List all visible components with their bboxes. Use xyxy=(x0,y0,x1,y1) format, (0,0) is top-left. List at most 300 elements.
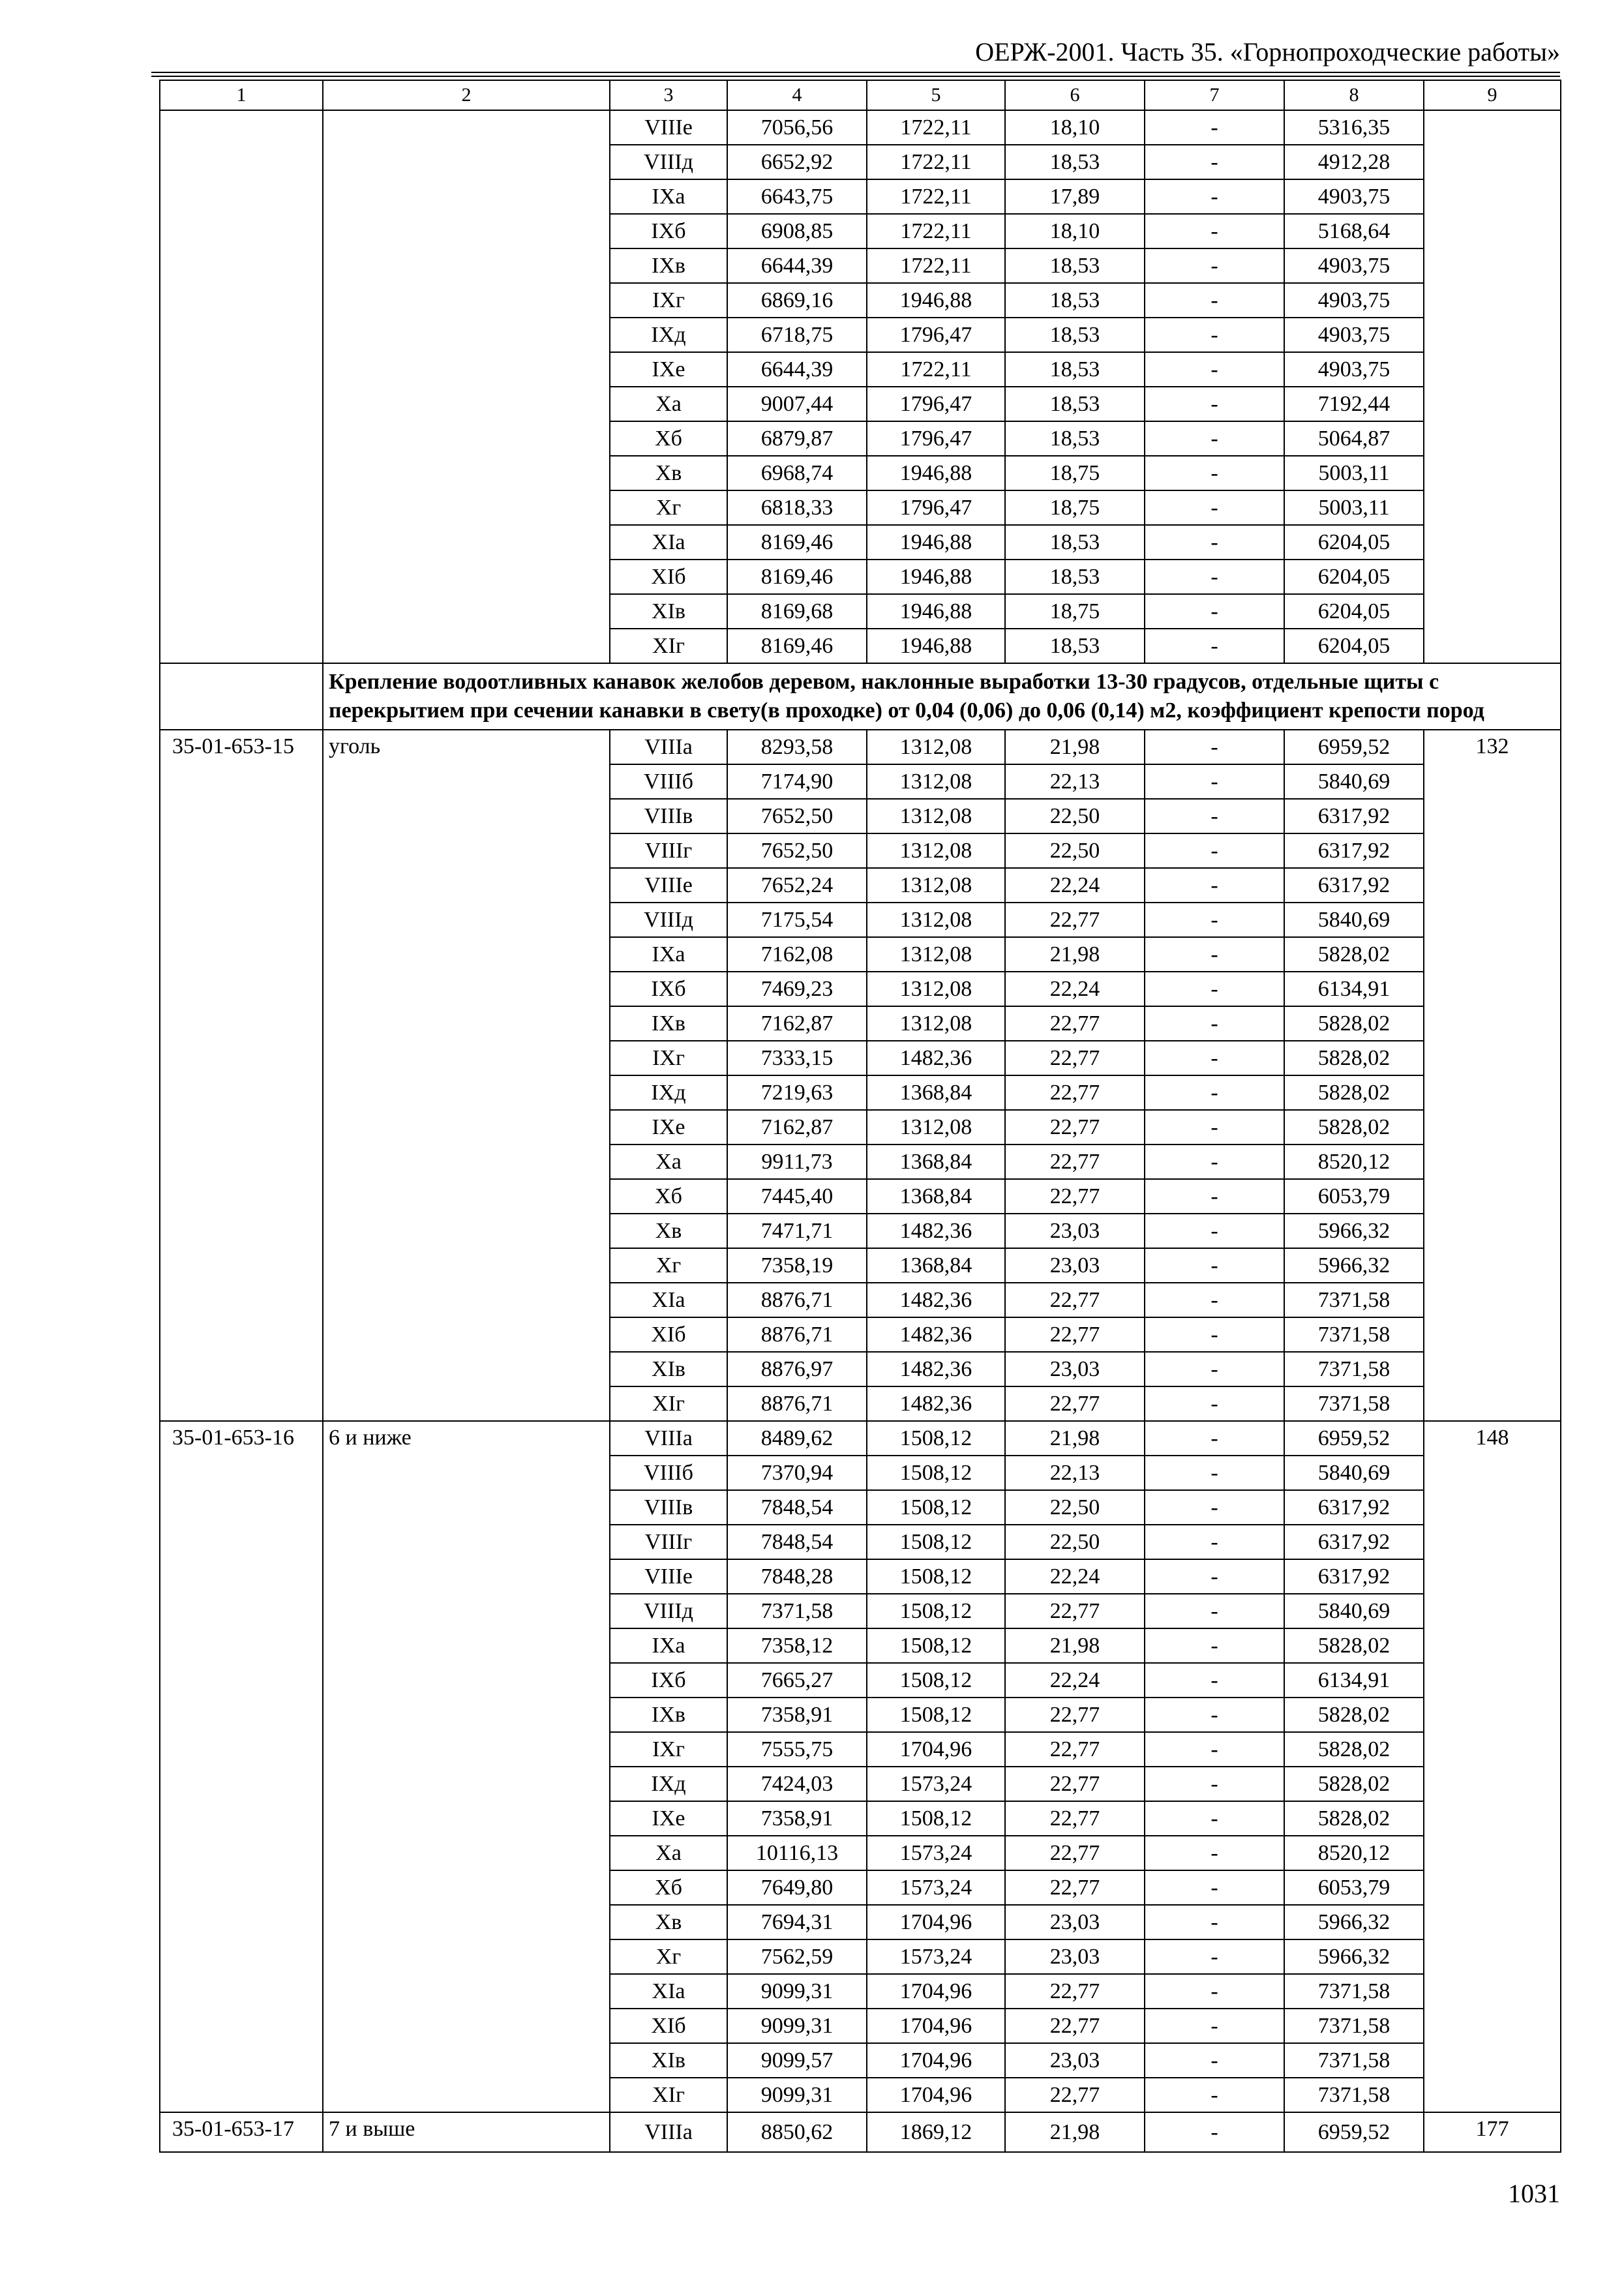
total-cost-cell: 6644,39 xyxy=(727,352,867,387)
category-cell: XIг xyxy=(610,2078,727,2112)
materials-cell: 5828,02 xyxy=(1284,1041,1424,1075)
column-number: 9 xyxy=(1424,80,1561,110)
machinery-cell: 22,50 xyxy=(1005,1490,1145,1525)
wages-cell: 1722,11 xyxy=(867,214,1005,248)
operators-wages-cell: - xyxy=(1145,2043,1284,2078)
total-cost-cell: 7162,87 xyxy=(727,1006,867,1041)
materials-cell: 4903,75 xyxy=(1284,352,1424,387)
operators-wages-cell: - xyxy=(1145,1974,1284,2009)
materials-cell: 5168,64 xyxy=(1284,214,1424,248)
category-cell: IXа xyxy=(610,1628,727,1663)
category-cell: Xб xyxy=(610,1179,727,1214)
category-cell: IXа xyxy=(610,937,727,972)
table-row xyxy=(160,2112,1561,2152)
category-cell: IXе xyxy=(610,1110,727,1144)
total-cost-cell: 7162,08 xyxy=(727,937,867,972)
category-cell: IXа xyxy=(610,179,727,214)
materials-cell: 5828,02 xyxy=(1284,1767,1424,1801)
total-cost-cell: 9099,31 xyxy=(727,1974,867,2009)
materials-cell: 7371,58 xyxy=(1284,2078,1424,2112)
machinery-cell: 22,77 xyxy=(1005,1041,1145,1075)
operators-wages-cell: - xyxy=(1145,248,1284,283)
wages-cell: 1508,12 xyxy=(867,1421,1005,1456)
total-cost-cell: 8876,71 xyxy=(727,1283,867,1317)
section-title-row xyxy=(160,663,1561,730)
machinery-cell: 18,75 xyxy=(1005,456,1145,490)
wages-cell: 1796,47 xyxy=(867,318,1005,352)
table-row xyxy=(160,110,1561,145)
operators-wages-cell: - xyxy=(1145,1732,1284,1767)
operators-wages-cell: - xyxy=(1145,110,1284,145)
operators-wages-cell: - xyxy=(1145,145,1284,179)
operators-wages-cell: - xyxy=(1145,1801,1284,1836)
blank-cell xyxy=(160,663,323,730)
table-row xyxy=(160,730,1561,764)
wages-cell: 1482,36 xyxy=(867,1214,1005,1248)
column-number-row xyxy=(160,80,1561,110)
code-cell: 35-01-653-16 xyxy=(160,1421,323,2112)
operators-wages-cell: - xyxy=(1145,283,1284,318)
category-cell: XIа xyxy=(610,1283,727,1317)
machinery-cell: 18,53 xyxy=(1005,318,1145,352)
category-cell: IXд xyxy=(610,318,727,352)
wages-cell: 1312,08 xyxy=(867,903,1005,937)
category-cell: IXд xyxy=(610,1075,727,1110)
machinery-cell: 22,77 xyxy=(1005,1801,1145,1836)
machinery-cell: 22,77 xyxy=(1005,903,1145,937)
total-cost-cell: 6879,87 xyxy=(727,421,867,456)
operators-wages-cell: - xyxy=(1145,1386,1284,1421)
category-cell: VIIIа xyxy=(610,2112,727,2152)
total-cost-cell: 7056,56 xyxy=(727,110,867,145)
operators-wages-cell: - xyxy=(1145,421,1284,456)
total-cost-cell: 7848,54 xyxy=(727,1525,867,1559)
materials-cell: 6053,79 xyxy=(1284,1870,1424,1905)
total-cost-cell: 7358,91 xyxy=(727,1801,867,1836)
wages-cell: 1482,36 xyxy=(867,1352,1005,1386)
operators-wages-cell: - xyxy=(1145,1421,1284,1456)
section-cell: 132 xyxy=(1424,730,1561,1421)
materials-cell: 5316,35 xyxy=(1284,110,1424,145)
total-cost-cell: 7219,63 xyxy=(727,1075,867,1110)
machinery-cell: 22,77 xyxy=(1005,1767,1145,1801)
code-cell xyxy=(160,110,323,663)
wages-cell: 1508,12 xyxy=(867,1559,1005,1594)
machinery-cell: 22,24 xyxy=(1005,1663,1145,1698)
total-cost-cell: 7333,15 xyxy=(727,1041,867,1075)
page-number: 1031 xyxy=(1508,2179,1560,2208)
total-cost-cell: 8876,71 xyxy=(727,1317,867,1352)
header-rule-bottom xyxy=(151,76,1560,77)
wages-cell: 1312,08 xyxy=(867,972,1005,1006)
wages-cell: 1722,11 xyxy=(867,179,1005,214)
materials-cell: 5828,02 xyxy=(1284,1110,1424,1144)
total-cost-cell: 6908,85 xyxy=(727,214,867,248)
wages-cell: 1482,36 xyxy=(867,1386,1005,1421)
wages-cell: 1704,96 xyxy=(867,1732,1005,1767)
operators-wages-cell: - xyxy=(1145,972,1284,1006)
machinery-cell: 23,03 xyxy=(1005,1248,1145,1283)
total-cost-cell: 7848,54 xyxy=(727,1490,867,1525)
operators-wages-cell: - xyxy=(1145,1939,1284,1974)
machinery-cell: 18,53 xyxy=(1005,421,1145,456)
machinery-cell: 22,77 xyxy=(1005,1870,1145,1905)
wages-cell: 1796,47 xyxy=(867,387,1005,421)
table-row xyxy=(160,1421,1561,1456)
code-cell: 35-01-653-17 xyxy=(160,2112,323,2152)
machinery-cell: 22,50 xyxy=(1005,833,1145,868)
machinery-cell: 23,03 xyxy=(1005,1939,1145,1974)
category-cell: Xб xyxy=(610,1870,727,1905)
total-cost-cell: 7469,23 xyxy=(727,972,867,1006)
operators-wages-cell: - xyxy=(1145,1317,1284,1352)
price-table xyxy=(159,80,1561,2153)
column-number: 2 xyxy=(323,80,610,110)
wages-cell: 1573,24 xyxy=(867,1836,1005,1870)
wages-cell: 1946,88 xyxy=(867,283,1005,318)
machinery-cell: 22,77 xyxy=(1005,1110,1145,1144)
operators-wages-cell: - xyxy=(1145,1767,1284,1801)
materials-cell: 4912,28 xyxy=(1284,145,1424,179)
machinery-cell: 18,53 xyxy=(1005,387,1145,421)
category-cell: VIIIб xyxy=(610,764,727,799)
category-cell: IXв xyxy=(610,1006,727,1041)
operators-wages-cell: - xyxy=(1145,1456,1284,1490)
wages-cell: 1869,12 xyxy=(867,2112,1005,2152)
total-cost-cell: 7358,91 xyxy=(727,1698,867,1732)
category-cell: XIа xyxy=(610,525,727,560)
machinery-cell: 18,10 xyxy=(1005,214,1145,248)
total-cost-cell: 7555,75 xyxy=(727,1732,867,1767)
operators-wages-cell: - xyxy=(1145,1214,1284,1248)
wages-cell: 1704,96 xyxy=(867,1974,1005,2009)
machinery-cell: 18,53 xyxy=(1005,248,1145,283)
machinery-cell: 22,77 xyxy=(1005,1006,1145,1041)
materials-cell: 6959,52 xyxy=(1284,2112,1424,2152)
total-cost-cell: 7175,54 xyxy=(727,903,867,937)
machinery-cell: 22,50 xyxy=(1005,799,1145,833)
operators-wages-cell: - xyxy=(1145,456,1284,490)
machinery-cell: 18,53 xyxy=(1005,525,1145,560)
machinery-cell: 22,13 xyxy=(1005,1456,1145,1490)
rock-cell: 6 и ниже xyxy=(323,1421,610,2112)
wages-cell: 1508,12 xyxy=(867,1663,1005,1698)
category-cell: XIб xyxy=(610,560,727,594)
total-cost-cell: 8293,58 xyxy=(727,730,867,764)
materials-cell: 7192,44 xyxy=(1284,387,1424,421)
machinery-cell: 22,50 xyxy=(1005,1525,1145,1559)
machinery-cell: 18,10 xyxy=(1005,110,1145,145)
materials-cell: 7371,58 xyxy=(1284,1386,1424,1421)
category-cell: VIIIе xyxy=(610,110,727,145)
machinery-cell: 18,53 xyxy=(1005,560,1145,594)
materials-cell: 4903,75 xyxy=(1284,179,1424,214)
total-cost-cell: 10116,13 xyxy=(727,1836,867,1870)
machinery-cell: 18,53 xyxy=(1005,145,1145,179)
category-cell: Xв xyxy=(610,1905,727,1939)
rock-cell: 7 и выше xyxy=(323,2112,610,2152)
header-rule-top xyxy=(151,72,1560,73)
materials-cell: 5840,69 xyxy=(1284,1594,1424,1628)
wages-cell: 1704,96 xyxy=(867,1905,1005,1939)
materials-cell: 6134,91 xyxy=(1284,972,1424,1006)
operators-wages-cell: - xyxy=(1145,799,1284,833)
wages-cell: 1946,88 xyxy=(867,456,1005,490)
machinery-cell: 21,98 xyxy=(1005,1421,1145,1456)
materials-cell: 5828,02 xyxy=(1284,1698,1424,1732)
operators-wages-cell: - xyxy=(1145,730,1284,764)
total-cost-cell: 8876,97 xyxy=(727,1352,867,1386)
wages-cell: 1368,84 xyxy=(867,1144,1005,1179)
category-cell: VIIIе xyxy=(610,1559,727,1594)
category-cell: XIг xyxy=(610,629,727,663)
total-cost-cell: 7848,28 xyxy=(727,1559,867,1594)
category-cell: VIIIд xyxy=(610,145,727,179)
category-cell: VIIIа xyxy=(610,730,727,764)
materials-cell: 5828,02 xyxy=(1284,1075,1424,1110)
operators-wages-cell: - xyxy=(1145,318,1284,352)
category-cell: Xа xyxy=(610,1836,727,1870)
operators-wages-cell: - xyxy=(1145,1283,1284,1317)
wages-cell: 1312,08 xyxy=(867,764,1005,799)
total-cost-cell: 7358,12 xyxy=(727,1628,867,1663)
category-cell: Xг xyxy=(610,1248,727,1283)
materials-cell: 5003,11 xyxy=(1284,490,1424,525)
total-cost-cell: 8876,71 xyxy=(727,1386,867,1421)
wages-cell: 1368,84 xyxy=(867,1179,1005,1214)
category-cell: Xа xyxy=(610,1144,727,1179)
category-cell: IXг xyxy=(610,1732,727,1767)
total-cost-cell: 6718,75 xyxy=(727,318,867,352)
machinery-cell: 22,77 xyxy=(1005,1283,1145,1317)
wages-cell: 1704,96 xyxy=(867,2078,1005,2112)
materials-cell: 7371,58 xyxy=(1284,1974,1424,2009)
wages-cell: 1722,11 xyxy=(867,110,1005,145)
column-number: 7 xyxy=(1145,80,1284,110)
materials-cell: 5966,32 xyxy=(1284,1905,1424,1939)
machinery-cell: 23,03 xyxy=(1005,1214,1145,1248)
materials-cell: 6204,05 xyxy=(1284,629,1424,663)
section-cell xyxy=(1424,110,1561,663)
materials-cell: 7371,58 xyxy=(1284,2043,1424,2078)
total-cost-cell: 7370,94 xyxy=(727,1456,867,1490)
section-title: Крепление водоотливных канавок желобов деревом, наклонные выработки 13-30 градусов, отдельные щиты с перекрытием при сечении канавки в свету(в проходке) от 0,04 (0,06) до 0,06 (0,14) м2, коэффициент крепости пород xyxy=(323,663,1561,730)
materials-cell: 6317,92 xyxy=(1284,1559,1424,1594)
operators-wages-cell: - xyxy=(1145,764,1284,799)
materials-cell: 6317,92 xyxy=(1284,868,1424,903)
wages-cell: 1946,88 xyxy=(867,629,1005,663)
materials-cell: 6959,52 xyxy=(1284,1421,1424,1456)
wages-cell: 1482,36 xyxy=(867,1283,1005,1317)
total-cost-cell: 7652,50 xyxy=(727,799,867,833)
materials-cell: 6053,79 xyxy=(1284,1179,1424,1214)
column-number: 1 xyxy=(160,80,323,110)
materials-cell: 4903,75 xyxy=(1284,318,1424,352)
category-cell: XIг xyxy=(610,1386,727,1421)
category-cell: IXб xyxy=(610,1663,727,1698)
category-cell: VIIIа xyxy=(610,1421,727,1456)
materials-cell: 5828,02 xyxy=(1284,1801,1424,1836)
section-cell: 148 xyxy=(1424,1421,1561,2112)
total-cost-cell: 7445,40 xyxy=(727,1179,867,1214)
table-body xyxy=(160,80,1561,2152)
materials-cell: 5840,69 xyxy=(1284,764,1424,799)
machinery-cell: 18,53 xyxy=(1005,629,1145,663)
wages-cell: 1704,96 xyxy=(867,2043,1005,2078)
materials-cell: 6204,05 xyxy=(1284,560,1424,594)
machinery-cell: 22,24 xyxy=(1005,868,1145,903)
materials-cell: 7371,58 xyxy=(1284,1317,1424,1352)
materials-cell: 5840,69 xyxy=(1284,1456,1424,1490)
materials-cell: 8520,12 xyxy=(1284,1144,1424,1179)
materials-cell: 7371,58 xyxy=(1284,1352,1424,1386)
materials-cell: 5003,11 xyxy=(1284,456,1424,490)
machinery-cell: 22,77 xyxy=(1005,1732,1145,1767)
materials-cell: 6134,91 xyxy=(1284,1663,1424,1698)
machinery-cell: 22,77 xyxy=(1005,1317,1145,1352)
operators-wages-cell: - xyxy=(1145,490,1284,525)
category-cell: XIв xyxy=(610,2043,727,2078)
materials-cell: 4903,75 xyxy=(1284,248,1424,283)
total-cost-cell: 6652,92 xyxy=(727,145,867,179)
category-cell: XIв xyxy=(610,594,727,629)
wages-cell: 1573,24 xyxy=(867,1767,1005,1801)
category-cell: VIIIб xyxy=(610,1456,727,1490)
wages-cell: 1482,36 xyxy=(867,1317,1005,1352)
wages-cell: 1573,24 xyxy=(867,1870,1005,1905)
column-number: 4 xyxy=(727,80,867,110)
operators-wages-cell: - xyxy=(1145,214,1284,248)
category-cell: IXг xyxy=(610,1041,727,1075)
wages-cell: 1312,08 xyxy=(867,799,1005,833)
operators-wages-cell: - xyxy=(1145,387,1284,421)
rock-cell xyxy=(323,110,610,663)
operators-wages-cell: - xyxy=(1145,937,1284,972)
total-cost-cell: 9099,31 xyxy=(727,2009,867,2043)
operators-wages-cell: - xyxy=(1145,1352,1284,1386)
machinery-cell: 17,89 xyxy=(1005,179,1145,214)
wages-cell: 1573,24 xyxy=(867,1939,1005,1974)
total-cost-cell: 6818,33 xyxy=(727,490,867,525)
total-cost-cell: 7649,80 xyxy=(727,1870,867,1905)
operators-wages-cell: - xyxy=(1145,1144,1284,1179)
wages-cell: 1796,47 xyxy=(867,421,1005,456)
operators-wages-cell: - xyxy=(1145,1041,1284,1075)
category-cell: IXд xyxy=(610,1767,727,1801)
total-cost-cell: 9099,57 xyxy=(727,2043,867,2078)
materials-cell: 5064,87 xyxy=(1284,421,1424,456)
operators-wages-cell: - xyxy=(1145,1248,1284,1283)
column-number: 8 xyxy=(1284,80,1424,110)
machinery-cell: 23,03 xyxy=(1005,2043,1145,2078)
wages-cell: 1704,96 xyxy=(867,2009,1005,2043)
wages-cell: 1946,88 xyxy=(867,594,1005,629)
category-cell: IXб xyxy=(610,972,727,1006)
operators-wages-cell: - xyxy=(1145,629,1284,663)
machinery-cell: 21,98 xyxy=(1005,730,1145,764)
wages-cell: 1508,12 xyxy=(867,1594,1005,1628)
wages-cell: 1722,11 xyxy=(867,248,1005,283)
machinery-cell: 23,03 xyxy=(1005,1905,1145,1939)
wages-cell: 1508,12 xyxy=(867,1456,1005,1490)
category-cell: Xб xyxy=(610,421,727,456)
operators-wages-cell: - xyxy=(1145,1905,1284,1939)
category-cell: VIIIв xyxy=(610,1490,727,1525)
materials-cell: 5966,32 xyxy=(1284,1248,1424,1283)
total-cost-cell: 9911,73 xyxy=(727,1144,867,1179)
section-cell: 177 xyxy=(1424,2112,1561,2152)
category-cell: Xв xyxy=(610,456,727,490)
total-cost-cell: 6869,16 xyxy=(727,283,867,318)
wages-cell: 1312,08 xyxy=(867,833,1005,868)
operators-wages-cell: - xyxy=(1145,560,1284,594)
machinery-cell: 22,24 xyxy=(1005,1559,1145,1594)
category-cell: VIIIв xyxy=(610,799,727,833)
operators-wages-cell: - xyxy=(1145,2078,1284,2112)
materials-cell: 6204,05 xyxy=(1284,594,1424,629)
materials-cell: 8520,12 xyxy=(1284,1836,1424,1870)
operators-wages-cell: - xyxy=(1145,833,1284,868)
wages-cell: 1508,12 xyxy=(867,1698,1005,1732)
operators-wages-cell: - xyxy=(1145,1836,1284,1870)
machinery-cell: 21,98 xyxy=(1005,1628,1145,1663)
machinery-cell: 22,77 xyxy=(1005,1594,1145,1628)
total-cost-cell: 7562,59 xyxy=(727,1939,867,1974)
column-number: 3 xyxy=(610,80,727,110)
materials-cell: 7371,58 xyxy=(1284,2009,1424,2043)
machinery-cell: 22,77 xyxy=(1005,1698,1145,1732)
machinery-cell: 23,03 xyxy=(1005,1352,1145,1386)
total-cost-cell: 8850,62 xyxy=(727,2112,867,2152)
wages-cell: 1312,08 xyxy=(867,730,1005,764)
wages-cell: 1508,12 xyxy=(867,1525,1005,1559)
operators-wages-cell: - xyxy=(1145,1490,1284,1525)
wages-cell: 1312,08 xyxy=(867,1110,1005,1144)
machinery-cell: 22,77 xyxy=(1005,1144,1145,1179)
operators-wages-cell: - xyxy=(1145,594,1284,629)
column-number: 5 xyxy=(867,80,1005,110)
operators-wages-cell: - xyxy=(1145,1559,1284,1594)
category-cell: Xа xyxy=(610,387,727,421)
running-header: ОЕРЖ-2001. Часть 35. «Горнопроходческие работы» xyxy=(975,37,1560,67)
operators-wages-cell: - xyxy=(1145,1698,1284,1732)
wages-cell: 1722,11 xyxy=(867,352,1005,387)
materials-cell: 4903,75 xyxy=(1284,283,1424,318)
operators-wages-cell: - xyxy=(1145,352,1284,387)
wages-cell: 1946,88 xyxy=(867,560,1005,594)
materials-cell: 6317,92 xyxy=(1284,799,1424,833)
total-cost-cell: 7665,27 xyxy=(727,1663,867,1698)
category-cell: IXг xyxy=(610,283,727,318)
total-cost-cell: 8169,46 xyxy=(727,629,867,663)
total-cost-cell: 7652,24 xyxy=(727,868,867,903)
code-cell: 35-01-653-15 xyxy=(160,730,323,1421)
total-cost-cell: 7358,19 xyxy=(727,1248,867,1283)
total-cost-cell: 7174,90 xyxy=(727,764,867,799)
materials-cell: 6317,92 xyxy=(1284,1525,1424,1559)
materials-cell: 5828,02 xyxy=(1284,1732,1424,1767)
operators-wages-cell: - xyxy=(1145,179,1284,214)
wages-cell: 1722,11 xyxy=(867,145,1005,179)
total-cost-cell: 8169,46 xyxy=(727,560,867,594)
total-cost-cell: 7694,31 xyxy=(727,1905,867,1939)
rock-cell: уголь xyxy=(323,730,610,1421)
category-cell: VIIIд xyxy=(610,903,727,937)
category-cell: Xв xyxy=(610,1214,727,1248)
materials-cell: 6317,92 xyxy=(1284,833,1424,868)
total-cost-cell: 7371,58 xyxy=(727,1594,867,1628)
machinery-cell: 21,98 xyxy=(1005,937,1145,972)
